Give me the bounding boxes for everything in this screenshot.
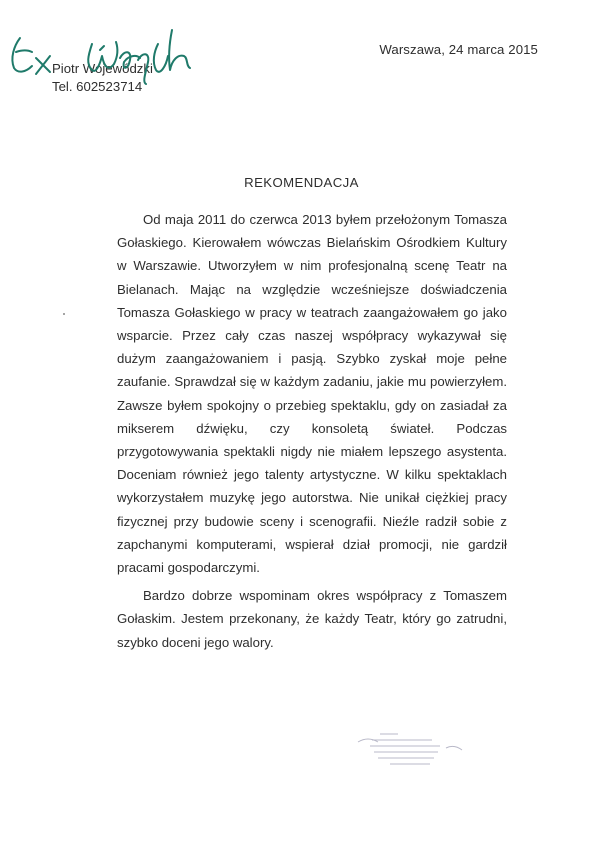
letter-paragraph: Od maja 2011 do czerwca 2013 byłem przełożonym Tomasza Gołaskiego. Kierowałem wówczas Bielańskim Ośrodkiem Kultury w Warszawie. Utworzyłem w nim profesjonalną scenę Teatr na Bielanach. Mając na względzie wcześniejsze doświadczenia Tomasza Gołaskiego w pracy w teatrach zaangażowałem go jako wsparcie. Przez cały czas naszej współpracy wykazywał się dużym zaangażowaniem i pasją. Szybko zyskał moje pełne zaufanie. Sprawdzał się w każdym zadaniu, jakie mu powierzyłem. Zawsze byłem spokojny o przebieg spektaklu, gdy on zasiadał za mikserem dźwięku, czy konsoletą świateł. Podczas przygotowywania spektakli nigdy nie miałem lepszego asystenta. Doceniam również jego talenty artystyczne. W kilku spektaklach wykorzystałem muzykę jego autorstwa. Nie unikał ciężkiej pracy fizycznej przy budowie sceny i scenografii. Nieźle radził sobie z zapchanymi komputerami, wspierał dział promocji, nie gardził pracami gospodarczymi.: [117, 212, 507, 576]
scan-speck: [63, 313, 65, 315]
stamp-mark: [350, 728, 480, 774]
sender-name: Piotr Wojewódzki: [52, 61, 153, 76]
letter-paragraph: Bardzo dobrze wspominam okres współpracy z Tomaszem Gołaskim. Jestem przekonany, że każdy Teatr, który go zatrudni, szybko doceni jego walory.: [117, 588, 507, 650]
date-line: Warszawa, 24 marca 2015: [379, 42, 538, 57]
handwritten-signature: [0, 0, 240, 90]
letter-body: [117, 208, 507, 654]
sender-phone: Tel. 602523714: [52, 79, 143, 94]
letter-title: REKOMENDACJA: [244, 175, 359, 190]
